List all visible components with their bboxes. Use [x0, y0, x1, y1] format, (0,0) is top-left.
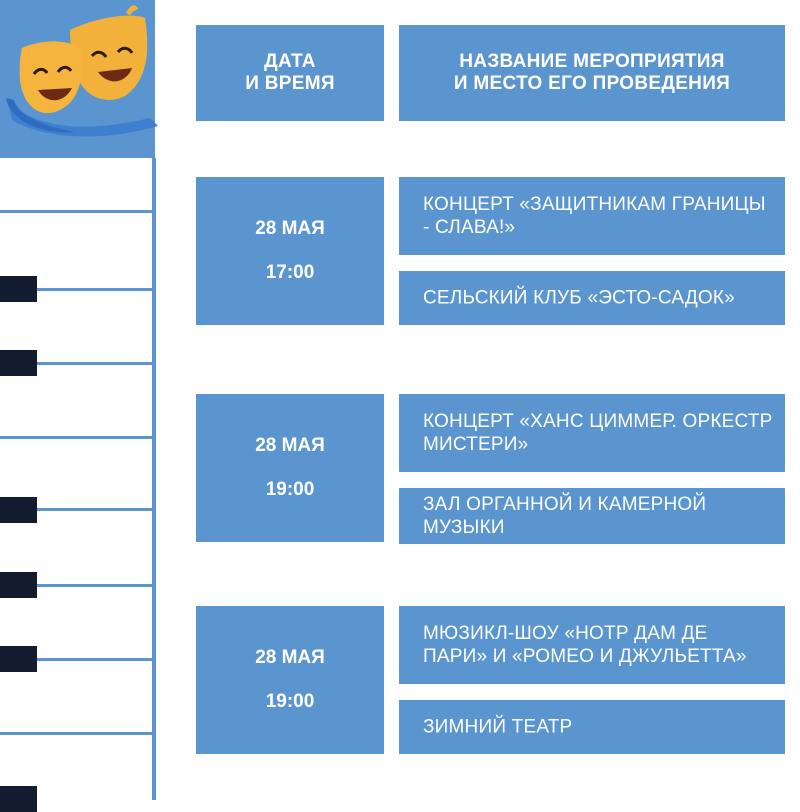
event-date-cell	[196, 177, 384, 325]
event-title-cell	[399, 394, 785, 472]
piano-black-key	[0, 646, 37, 672]
event-title: МЮЗИКЛ-ШОУ «НОТР ДАМ ДЕ ПАРИ» И «РОМЕО И ДЖУЛЬЕТТА»	[423, 623, 747, 667]
piano-black-key	[0, 786, 37, 812]
event-venue: ЗИМНИЙ ТЕАТР	[423, 716, 573, 738]
event-venue: СЕЛЬСКИЙ КЛУБ «ЭСТО-САДОК»	[423, 287, 735, 309]
event-time: 19:00	[265, 479, 315, 500]
event-title-cell	[399, 177, 785, 255]
piano-key-line	[0, 436, 156, 439]
piano-key-line	[0, 732, 156, 735]
event-venue-cell	[399, 488, 785, 544]
theatre-masks-icon	[0, 0, 165, 160]
piano-black-key	[0, 572, 37, 598]
event-date: 28 МАЯ	[255, 218, 325, 239]
side-rail	[152, 158, 156, 800]
header-date-label: ДАТА И ВРЕМЯ	[245, 51, 335, 94]
event-title: КОНЦЕРТ «ЗАЩИТНИКАМ ГРАНИЦЫ - СЛАВА!»	[423, 194, 766, 238]
piano-key-line	[0, 210, 156, 213]
piano-black-key	[0, 350, 37, 376]
event-time: 17:00	[265, 262, 315, 283]
piano-black-key	[0, 497, 37, 523]
event-date-cell	[196, 606, 384, 754]
event-title: КОНЦЕРТ «ХАНС ЦИММЕР. ОРКЕСТР МИСТЕРИ»	[423, 411, 773, 455]
piano-black-key	[0, 276, 37, 302]
header-event-label: НАЗВАНИЕ МЕРОПРИЯТИЯ И МЕСТО ЕГО ПРОВЕДЕНИЯ	[453, 51, 731, 94]
event-venue-cell	[399, 271, 785, 325]
event-venue: ЗАЛ ОРГАННОЙ И КАМЕРНОЙ МУЗЫКИ	[423, 494, 707, 538]
event-venue-cell	[399, 700, 785, 754]
header-event-cell	[399, 25, 785, 121]
event-date: 28 МАЯ	[255, 435, 325, 456]
header-date-cell	[196, 25, 384, 121]
event-title-cell	[399, 606, 785, 684]
event-time: 19:00	[265, 691, 315, 712]
event-date-cell	[196, 394, 384, 542]
event-date: 28 МАЯ	[255, 647, 325, 668]
